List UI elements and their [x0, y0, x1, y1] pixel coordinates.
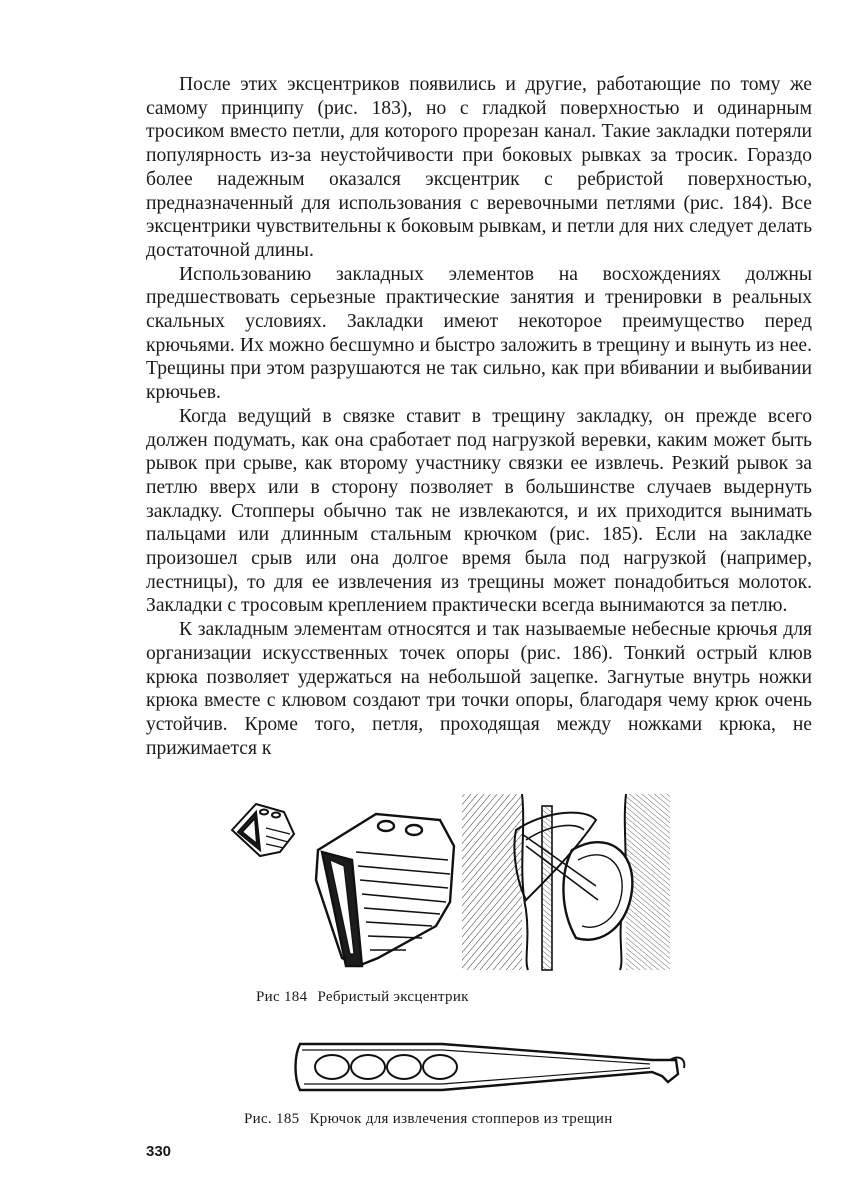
figure-184-caption	[256, 988, 469, 1006]
paragraph-3: Когда ведущий в связке ставит в трещину закладку, он прежде всего должен подумать, как она сработает под нагрузкой веревки, каким может быть рывок при срыве, как второму участнику связки ее извлечь. Резкий рывок за петлю вверх или в сторону позволяет в большинстве случаев выдернуть закладку. Стопперы обычно так не извлекаются, и их приходится вынимать пальцами или длинным стальным крючком (рис. 185). Если на закладке произошел срыв или она долгое время была под нагрузкой (например, лестницы), то для ее извлечения из трещины может понадобиться молоток. Закладки с тросовым креплением практически всегда вынимаются за петлю.	[146, 405, 812, 617]
figure-185-title: Крючок для извлечения стопперов из трещин	[309, 1111, 613, 1127]
paragraph-1: После этих эксцентриков появились и другие, работающие по тому же самому принципу (рис. 183), но с гладкой поверхностью и одинарным тросиком вместо петли, для которого прорезан канал. Такие закладки потеряли популярность из-за неустойчивости при боковых рывках за тросик. Гораздо более надежным оказался эксцентрик с ребристой поверхностью, предназначенный для использования с веревочными петлями (рис. 184). Все эксцентрики чувствительны к боковым рывкам, и петли для них следует делать достаточной длины.	[146, 74, 812, 261]
page-number: 330	[146, 1143, 172, 1160]
paragraph-2: Использованию закладных элементов на восхождениях должны предшествовать серьезные практические занятия и тренировки в реальных скальных условиях. Закладки имеют некоторое преимущество перед крючьями. Их можно бесшумно и быстро заложить в трещину и вынуть из нее. Трещины при этом разрушаются не так сильно, как при вбивании и выбивании крючьев.	[146, 263, 812, 404]
large-eccentric-icon	[316, 814, 454, 966]
figure-184-title: Ребристый эксцентрик	[317, 989, 469, 1005]
crack-placement-icon	[462, 794, 670, 970]
ribbed-eccentric-illustration	[226, 790, 674, 975]
body-text	[146, 73, 812, 760]
paragraph-4: К закладным элементам относятся и так называемые небесные крючья для организации искусственных точек опоры (рис. 186). Тонкий острый клюв крюка позволяет удержаться на небольшой зацепке. Загнутые внутрь ножки крюка вместе с клювом создают три точки опоры, благодаря чему крюк очень устойчив. Кроме того, петля, проходящая между ножками крюка, не прижимается к	[146, 619, 812, 759]
figure-184-number: Рис 184	[256, 989, 308, 1005]
figure-185-caption	[244, 1110, 613, 1128]
figure-185-number: Рис. 185	[244, 1111, 300, 1127]
stopper-extraction-hook-illustration	[292, 1038, 688, 1094]
small-eccentric-icon	[232, 804, 294, 856]
